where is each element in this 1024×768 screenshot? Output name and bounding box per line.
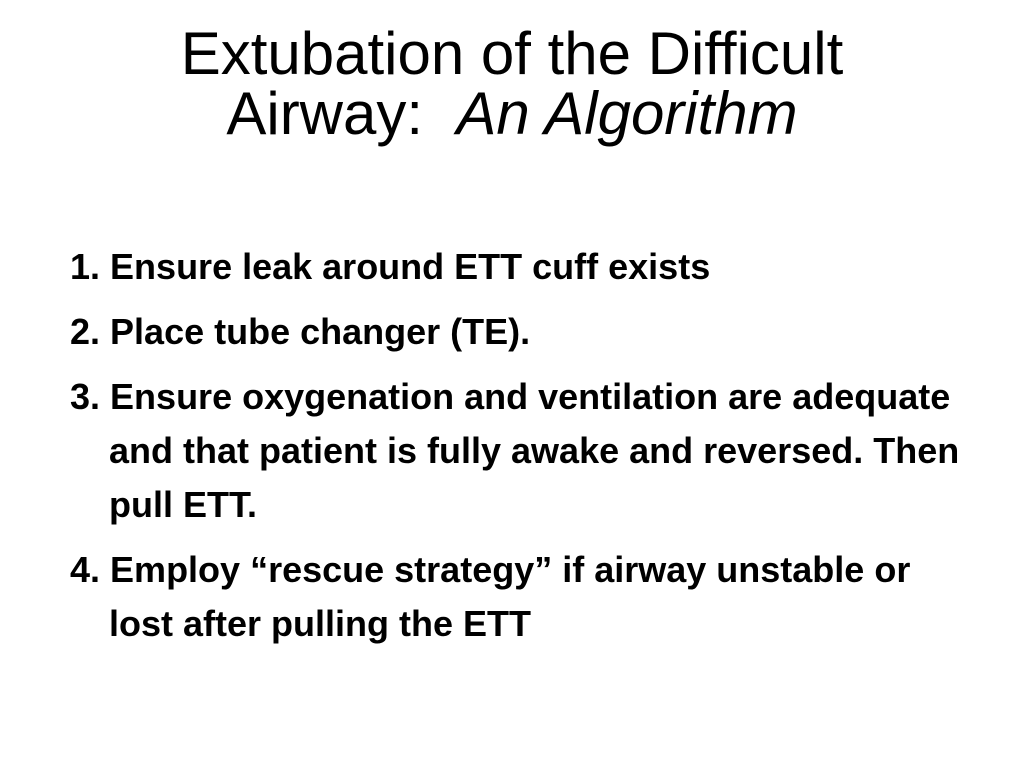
step-text: Ensure leak around ETT cuff exists [110, 246, 711, 287]
title-line-1: Extubation of the Difficult [180, 20, 844, 87]
step-text: Employ “rescue strategy” if airway unstable or lost after pulling the ETT [109, 549, 911, 644]
step-text: Place tube changer (TE). [110, 311, 531, 352]
step-item [70, 240, 970, 294]
step-number: 2. [70, 311, 101, 352]
step-number: 3. [70, 376, 101, 417]
title-plain-part: Airway: [226, 80, 457, 147]
step-item [70, 305, 970, 359]
title-italic-part: An Algorithm [456, 80, 798, 147]
step-item [70, 543, 970, 651]
slide-title [60, 20, 964, 147]
step-number: 1. [70, 246, 101, 287]
algorithm-steps [70, 240, 970, 662]
step-number: 4. [70, 549, 101, 590]
title-line-2 [60, 80, 964, 147]
step-text: Ensure oxygenation and ventilation are adequate and that patient is fully awake and reversed. Then pull ETT. [109, 376, 960, 525]
step-item [70, 370, 970, 532]
